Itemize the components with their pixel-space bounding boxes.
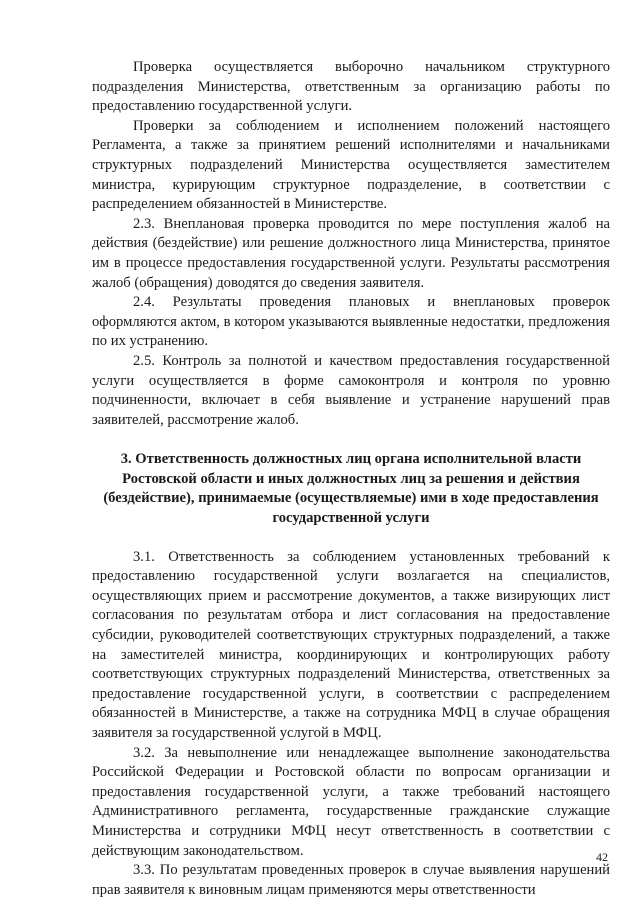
paragraph-2-5: 2.5. Контроль за полнотой и качеством предоставления государственной услуги осуществляется в форме самоконтроля и контроля по уровню подчиненности, включает в себя выявление и устранение нарушений прав заявителей, рассмотрение жалоб. <box>92 352 610 428</box>
paragraph-check-selective: Проверка осуществляется выборочно начальником структурного подразделения Министерства, ответственным за организацию работы по предоставлению государственной услуги. <box>92 59 610 115</box>
paragraph-3-2: 3.2. За невыполнение или ненадлежащее выполнение законодательства Российской Федерации и Ростовской области по вопросам организации и предоставления государственной услуги, а также требований настоящего Административного регламента, государственные гражданские служащие Министерства и сотрудники МФЦ несут ответственность в соответствии с действующим законодательством. <box>92 744 610 859</box>
paragraph-check-compliance: Проверки за соблюдением и исполнением положений настоящего Регламента, а также за принятием решений исполнителями и начальниками структурных подразделений Министерства осуществляется заместителем министра, курирующим структурное подразделение, в соответствии с распределением обязанностей в Министерстве. <box>92 117 610 213</box>
paragraph-3-1: 3.1. Ответственность за соблюдением установленных требований к предоставлению государственной услуги возлагается на специалистов, осуществляющих прием и рассмотрение документов, а также визирующих лист согласования по результатам отбора и лист согласования на предоставление субсидии, руководителей соответствующих структурных подразделений, а также на заместителей министра, координирующих и контролирующих работу соответствующих структурных подразделений Министерства, ответственных за предоставление государственной услуги, в соответствии с распределением обязанностей в Министерстве, а также на сотрудника МФЦ в случае обращения заявителя за государственной услугой в МФЦ. <box>92 548 610 741</box>
paragraph-2-4: 2.4. Результаты проведения плановых и внеплановых проверок оформляются актом, в котором указываются выявленные недостатки, предложения по их устранению. <box>92 294 610 350</box>
paragraph-3-3: 3.3. По результатам проведенных проверок в случае выявления нарушений прав заявителя к виновным лицам применяются меры ответственности <box>92 862 610 898</box>
paragraph-2-3: 2.3. Внеплановая проверка проводится по мере поступления жалоб на действия (бездействие) или решение должностного лица Министерства, принятое им в процессе предоставления государственной услуги. Результаты рассмотрения жалоб (обращения) доводятся до сведения заявителя. <box>92 215 610 291</box>
section-3-heading: 3. Ответственность должностных лиц органа исполнительной власти Ростовской области и иных должностных лиц за решения и действия (бездействие), принимаемые (осуществляемые) ими в ходе предоставления государственной услуги <box>103 451 599 527</box>
page-number: 42 <box>596 850 608 864</box>
